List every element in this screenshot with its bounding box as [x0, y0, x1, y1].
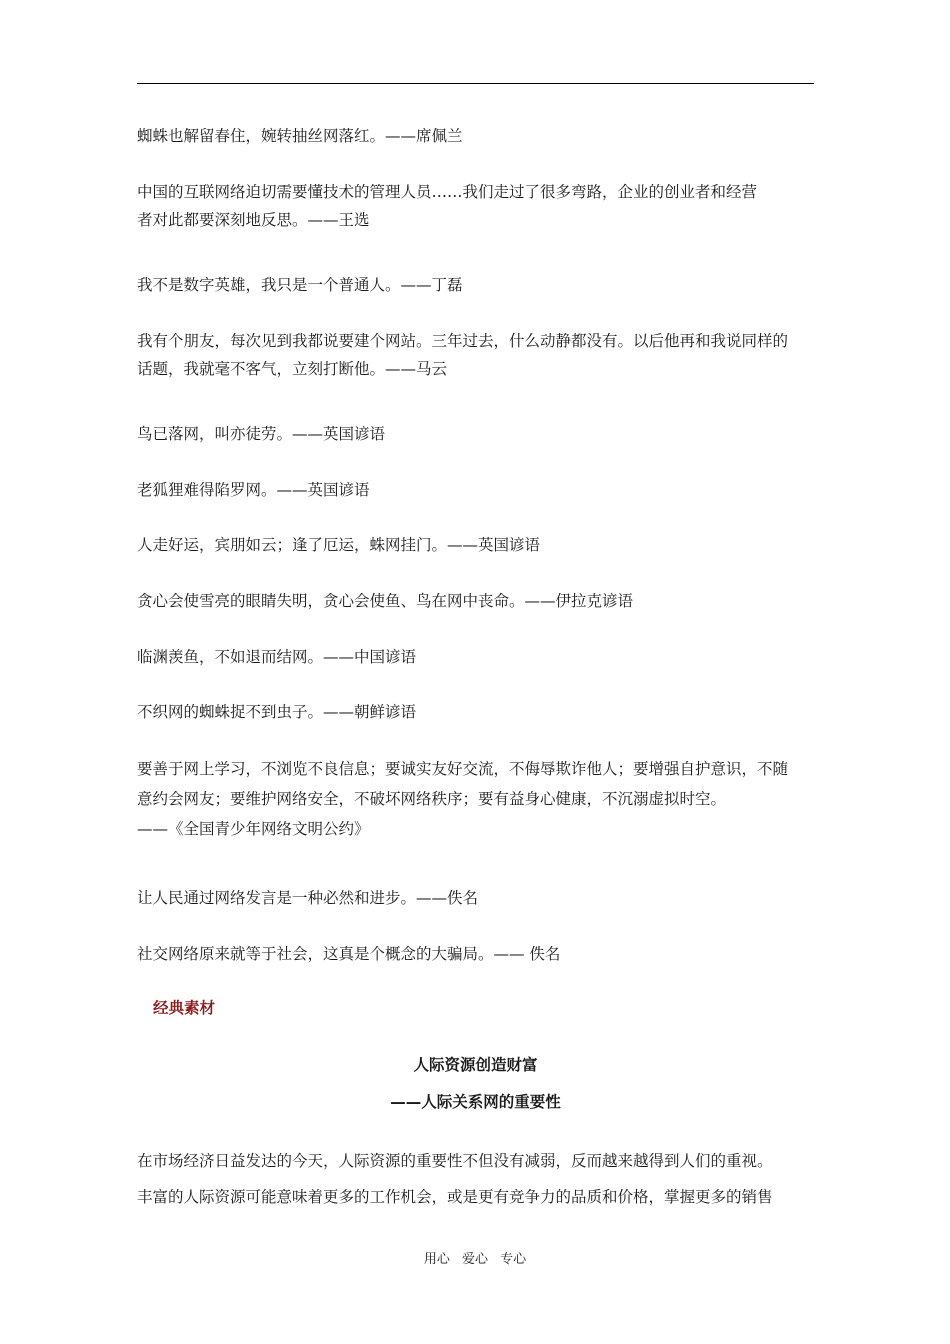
quote-line: 让人民通过网络发言是一种必然和进步。——佚名 — [137, 889, 479, 907]
body-line: 在市场经济日益发达的今天，人际资源的重要性不但没有减弱，反而越来越得到人们的重视。 — [137, 1152, 773, 1170]
quote-line: 人走好运，宾朋如云；逢了厄运，蛛网挂门。——英国谚语 — [137, 536, 541, 554]
body-line: 丰富的人际资源可能意味着更多的工作机会，或是更有竞争力的品质和价格，掌握更多的销售 — [137, 1188, 773, 1206]
header-rule — [137, 83, 814, 84]
quote-item — [137, 420, 817, 448]
quote-item — [137, 587, 817, 615]
quote-line: 不织网的蜘蛛捉不到虫子。——朝鲜谚语 — [137, 703, 417, 721]
quote-line: 社交网络原来就等于社会，这真是个概念的大骗局。—— 佚名 — [137, 945, 561, 963]
quote-line: 意约会网友；要维护网络安全，不破坏网络秩序；要有益身心健康，不沉溺虚拟时空。 — [137, 790, 727, 808]
quote-item — [137, 271, 817, 299]
article-title: 人际资源创造财富 — [413, 1056, 538, 1074]
quote-item — [137, 754, 817, 844]
quote-line: ——《全国青少年网络文明公约》 — [137, 820, 370, 838]
quote-line: 我不是数字英雄，我只是一个普通人。——丁磊 — [137, 276, 463, 294]
quote-item — [137, 178, 817, 234]
quote-item — [137, 122, 817, 150]
quote-line: 中国的互联网络迫切需要懂技术的管理人员……我们走过了很多弯路，企业的创业者和经营 — [137, 183, 758, 201]
article-subtitle: ——人际关系网的重要性 — [390, 1093, 561, 1111]
article-body — [137, 1143, 817, 1215]
quote-line: 鸟已落网，叫亦徒劳。——英国谚语 — [137, 425, 386, 443]
quote-item — [137, 476, 817, 504]
quote-line: 蜘蛛也解留春住，婉转抽丝网落红。——席佩兰 — [137, 127, 463, 145]
quote-line: 者对此都要深刻地反思。——王选 — [137, 211, 370, 229]
section-heading: 经典素材 — [153, 999, 216, 1017]
quote-line: 话题，我就毫不客气，立刻打断他。——马云 — [137, 360, 448, 378]
quote-line: 老狐狸难得陷罗网。——英国谚语 — [137, 481, 370, 499]
quote-item — [137, 940, 817, 968]
quote-item — [137, 698, 817, 726]
quote-item — [137, 531, 817, 559]
quote-line: 贪心会使雪亮的眼睛失明，贪心会使鱼、鸟在网中丧命。——伊拉克谚语 — [137, 592, 634, 610]
quote-item — [137, 884, 817, 912]
quote-item — [137, 327, 817, 383]
page-footer: 用心 爱心 专心 — [423, 1252, 527, 1267]
quote-line: 临渊羡鱼，不如退而结网。——中国谚语 — [137, 648, 417, 666]
quote-line: 我有个朋友，每次见到我都说要建个网站。三年过去，什么动静都没有。以后他再和我说同样的 — [137, 332, 789, 350]
quote-item — [137, 643, 817, 671]
quote-line: 要善于网上学习，不浏览不良信息；要诚实友好交流，不侮辱欺诈他人；要增强自护意识，不随 — [137, 760, 789, 778]
